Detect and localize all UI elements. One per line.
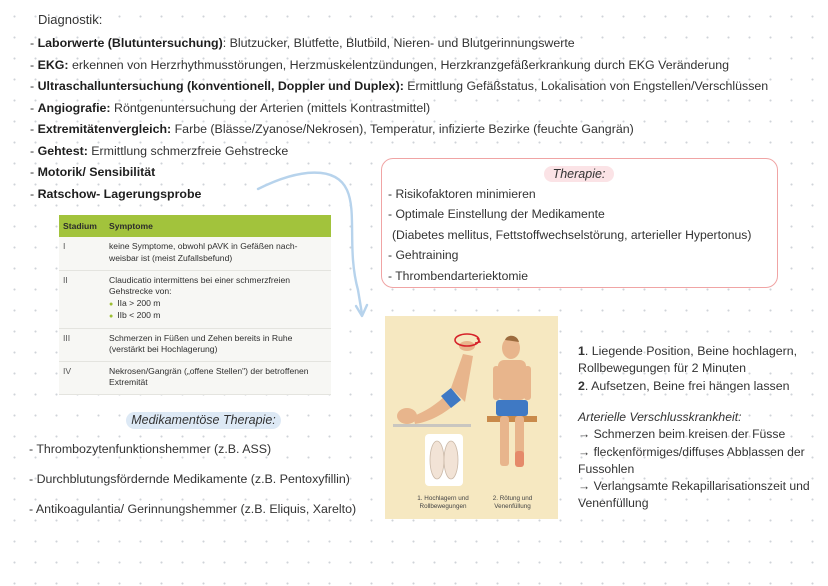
ratschow-steps (578, 343, 818, 395)
illus-label-2b: Venenfüllung (494, 503, 531, 510)
avk-title: Arterielle Verschlusskrankheit: (578, 410, 742, 424)
diag-item-extremitaeten: - Extremitätenvergleich: Farbe (Blässe/Zyanose/Nekrosen), Temperatur, infizierte Bezirke (feuchte Gangrän) (30, 122, 634, 136)
symptom-text: Schmerzen in Füßen und Zehen bereits in Ruhe (109, 332, 293, 343)
symptom-text: Nekrosen/Gangrän („offene Stellen") der betroffenen (109, 365, 309, 376)
diag-item-ekg: - EKG: erkennen von Herzrhythmusstörungen, Herzmuskelentzündungen, Herzkranzgefäßerkrankung durch EKG Veränderung (30, 57, 730, 72)
col-header-stadium: Stadium (59, 215, 105, 237)
avk-line: → fleckenförmiges/diffuses Abblassen der Fussohlen (578, 444, 805, 476)
med-therapy-list (29, 442, 356, 532)
diag-item-motorik: - Motorik/ Sensibilität (30, 165, 156, 179)
illus-label-1 (413, 495, 473, 511)
stadium-table (59, 215, 331, 395)
symptom-cell (105, 270, 331, 328)
diag-item-labor: - Laborwerte (Blutuntersuchung): Blutzucker, Blutfette, Blutbild, Nieren- und Blutgerinnungswerte (30, 36, 575, 50)
stage-cell: III (59, 328, 105, 361)
therapy-title: Therapie: (544, 166, 614, 182)
illustration-drawing (385, 316, 558, 519)
ratschow-illustration (385, 316, 558, 519)
symptom-text: Claudicatio intermittens bei einer schmerzfreien (109, 274, 291, 285)
diag-desc: Ermittlung schmerzfreie Gehstrecke (87, 143, 289, 158)
diag-desc: Röntgenuntersuchung der Arterien (mittels Kontrastmittel) (110, 100, 431, 115)
therapy-item: (Diabetes mellitus, Fettstoffwechselstörung, arterieller Hypertonus) (392, 227, 752, 242)
bullet-item: ● IIa > 200 m (109, 298, 327, 311)
step-text: . Liegende Position, Beine hochlagern, Rollbewegungen für 2 Minuten (578, 344, 798, 376)
col-header-symptome: Symptome (105, 215, 331, 237)
diag-desc: Farbe (Blässe/Zyanose/Nekrosen), Temperatur, infizierte Bezirke (feuchte Gangrän) (171, 122, 634, 136)
symptom-text: keine Symptome, obwohl pAVK in Gefäßen nach- (109, 241, 298, 251)
avk-notes (578, 409, 818, 513)
med-item: - Durchblutungsfördernde Medikamente (z.B. Pentoxyfillin) (29, 472, 350, 486)
med-therapy-title: Medikamentöse Therapie: (126, 412, 281, 429)
diag-term: Motorik/ Sensibilität (37, 165, 156, 179)
stage-cell: II (59, 270, 105, 328)
diag-item-angiografie: - Angiografie: Röntgenuntersuchung der Arterien (mittels Kontrastmittel) (30, 100, 431, 115)
step-number: 2 (578, 378, 585, 393)
table-row (59, 270, 331, 328)
diag-item-ultraschall: - Ultraschalluntersuchung (konventionell, Doppler und Duplex): Ermittlung Gefäßstatus, Lokalisation von Engstellen/Verschlüssen (30, 79, 769, 93)
diag-term: EKG: (37, 57, 69, 72)
diagnostik-heading: Diagnostik: (38, 12, 103, 27)
diag-term: Ultraschalluntersuchung (konventionell, Doppler und Duplex): (37, 79, 404, 93)
therapy-item: - Risikofaktoren minimieren (388, 187, 536, 201)
table-row (59, 237, 331, 270)
step-item (578, 378, 818, 395)
table-row (59, 328, 331, 361)
therapy-item: - Gehtraining (388, 248, 459, 263)
table-row (59, 361, 331, 394)
diag-term: Extremitätenvergleich: (37, 122, 172, 136)
symptom-text: Extremität (109, 377, 148, 387)
illus-label-1a: 1. Hochlagern und (417, 495, 469, 502)
symptom-cell (105, 361, 331, 394)
diag-term: Ratschow- Lagerungsprobe (37, 186, 202, 201)
step-item (578, 343, 818, 378)
med-item: - Antikoagulantia/ Gerinnungshemmer (z.B. Eliquis, Xarelto) (29, 502, 357, 516)
diag-desc: Ermittlung Gefäßstatus, Lokalisation von Engstellen/Verschlüssen (403, 79, 769, 93)
step-number: 1 (578, 344, 585, 358)
symptom-cell (105, 237, 331, 270)
bullet-item: ● IIb < 200 m (109, 310, 327, 323)
therapy-item: - Optimale Einstellung der Medikamente (388, 207, 605, 222)
illus-label-2 (485, 495, 540, 511)
diag-desc: erkennen von Herzrhythmusstörungen, Herzmuskelentzündungen, Herzkranzgefäßerkrankung durch EKG Veränderung (68, 57, 730, 72)
avk-line: → Verlangsamte Rekapillarisationszeit und Venenfüllung (578, 479, 810, 511)
symptom-cell (105, 328, 331, 361)
med-item: - Thrombozytenfunktionshemmer (z.B. ASS) (29, 442, 272, 456)
symptom-text: (verstärkt bei Hochlagerung) (109, 344, 218, 354)
stage-cell: I (59, 237, 105, 270)
diag-desc: : Blutzucker, Blutfette, Blutbild, Nieren- und Blutgerinnungswerte (222, 36, 575, 50)
avk-line: → Schmerzen beim kreisen der Füsse (578, 427, 786, 442)
illus-label-2a: 2. Rötung und (492, 495, 533, 502)
symptom-text: Gehstrecke von: (109, 286, 172, 296)
diag-item-ratschow: - Ratschow- Lagerungsprobe (30, 186, 202, 201)
diag-term: Laborwerte (Blutuntersuchung) (37, 36, 223, 50)
step-text: . Aufsetzen, Beine frei hängen lassen (584, 378, 790, 393)
therapy-list (388, 184, 751, 286)
symptom-bullets (109, 298, 327, 323)
illus-label-1b: Rollbewegungen (419, 503, 467, 510)
diag-item-gehtest: - Gehtest: Ermittlung schmerzfreie Gehstrecke (30, 143, 289, 158)
diag-term: Angiografie: (37, 100, 111, 115)
diag-term: Gehtest: (37, 143, 88, 158)
therapy-item: - Thrombendarteriektomie (388, 268, 528, 283)
symptom-text: weisbar ist (meist Zufallsbefund) (109, 252, 233, 263)
stage-cell: IV (59, 361, 105, 394)
